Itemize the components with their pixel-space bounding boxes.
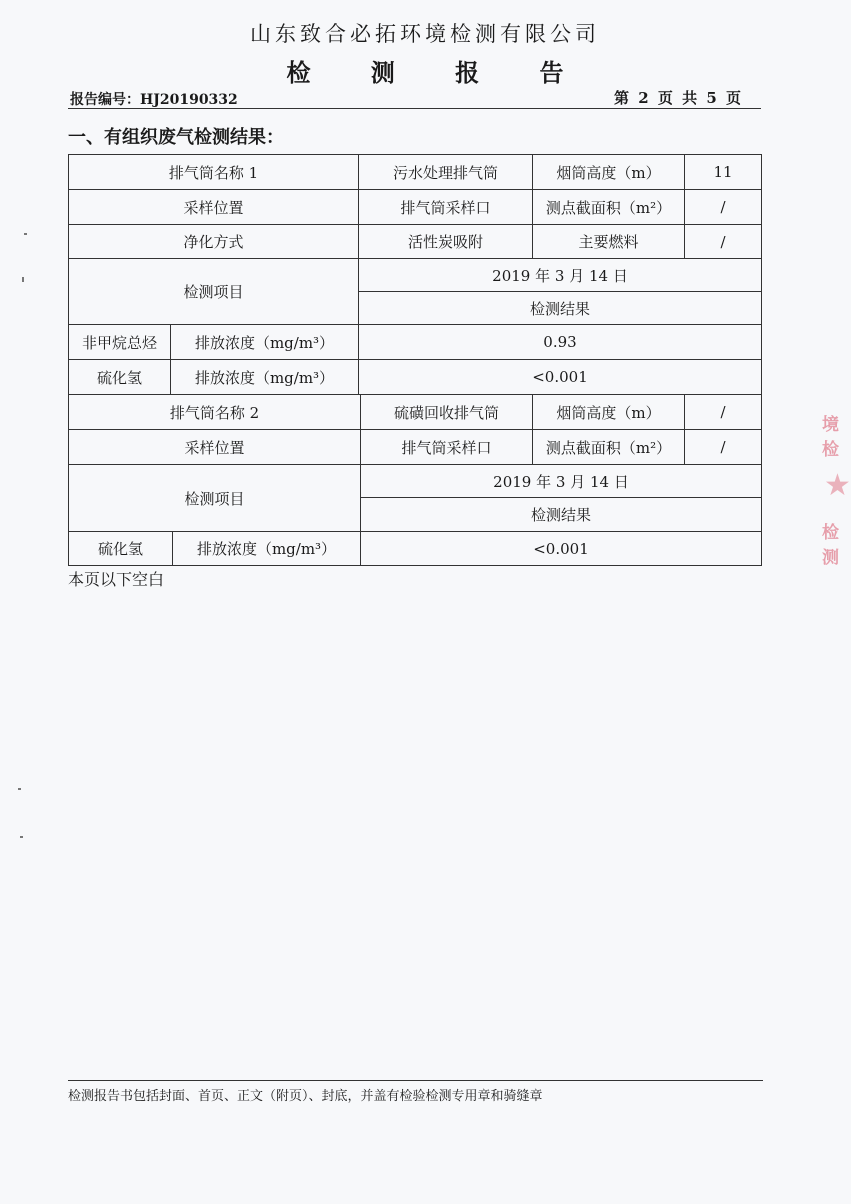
stack2-table (68, 394, 762, 566)
emission-value: <0.001 (359, 360, 762, 395)
table-row (69, 190, 762, 225)
purification-label: 净化方式 (69, 225, 359, 259)
pollutant-name: 非甲烷总烃 (69, 325, 171, 360)
emission-metric: 排放浓度（mg/m³） (171, 325, 359, 360)
emission-value: 0.93 (359, 325, 762, 360)
stack-height-value: 11 (685, 155, 762, 190)
test-item-label: 检测项目 (69, 259, 359, 325)
test-date: 2019 年 3 月 14 日 (361, 465, 762, 498)
blank-below-note: 本页以下空白 (68, 570, 165, 589)
report-number: 报告编号：HJ20190332 (70, 92, 238, 108)
table-row (69, 465, 762, 498)
page-indicator: 第 2 页 共 5 页 (614, 89, 743, 107)
stack-height-label: 烟筒高度（m） (533, 395, 685, 430)
pollutant-name: 硫化氢 (69, 532, 173, 566)
test-item-label: 检测项目 (69, 465, 361, 532)
emission-value: <0.001 (361, 532, 762, 566)
test-date: 2019 年 3 月 14 日 (359, 259, 762, 292)
purification-value: 活性炭吸附 (359, 225, 533, 259)
seal-star-icon: ★ (824, 468, 851, 503)
scan-speck (24, 233, 27, 235)
cross-section-value: / (685, 190, 762, 225)
stack-name-value: 污水处理排气筒 (359, 155, 533, 190)
section-title: 一、有组织废气检测结果： (68, 127, 284, 148)
scan-speck (20, 836, 23, 838)
table-row (69, 325, 762, 360)
test-result-label: 检测结果 (361, 498, 762, 532)
table-row (69, 360, 762, 395)
footer-note: 检测报告书包括封面、首页、正文（附页）、封底，并盖有检验检测专用章和骑缝章 (68, 1089, 543, 1104)
pollutant-name: 硫化氢 (69, 360, 171, 395)
emission-metric: 排放浓度（mg/m³） (171, 360, 359, 395)
stack-height-value: / (685, 395, 762, 430)
main-fuel-value: / (685, 225, 762, 259)
stack-name-label: 排气筒名称 2 (69, 395, 361, 430)
stack-name-label: 排气筒名称 1 (69, 155, 359, 190)
main-fuel-label: 主要燃料 (533, 225, 685, 259)
table-row (69, 532, 762, 566)
cross-section-label: 测点截面积（m²） (533, 430, 685, 465)
table-row (69, 395, 762, 430)
sampling-location-label: 采样位置 (69, 430, 361, 465)
table-row (69, 155, 762, 190)
table-row (69, 225, 762, 259)
cross-section-label: 测点截面积（m²） (533, 190, 685, 225)
document-title: 检 测 报 告 (286, 58, 590, 87)
emission-metric: 排放浓度（mg/m³） (173, 532, 361, 566)
stack-name-value: 硫磺回收排气筒 (361, 395, 533, 430)
table-row (69, 430, 762, 465)
scan-speck (22, 277, 24, 282)
stack1-table (68, 154, 762, 395)
company-name: 山东致合必拓环境检测有限公司 (250, 22, 600, 46)
partial-seal-stamp (818, 408, 851, 578)
seal-text-top: 境检 (822, 415, 839, 460)
cross-section-value: / (685, 430, 762, 465)
table-row (69, 259, 762, 292)
stack-height-label: 烟筒高度（m） (533, 155, 685, 190)
seal-text-bottom: 检测 (822, 523, 839, 568)
scan-speck (18, 788, 21, 790)
sampling-location-value: 排气筒采样口 (359, 190, 533, 225)
sampling-location-label: 采样位置 (69, 190, 359, 225)
footer-divider (68, 1080, 763, 1081)
sampling-location-value: 排气筒采样口 (361, 430, 533, 465)
test-result-label: 检测结果 (359, 292, 762, 325)
header-divider (68, 108, 761, 109)
